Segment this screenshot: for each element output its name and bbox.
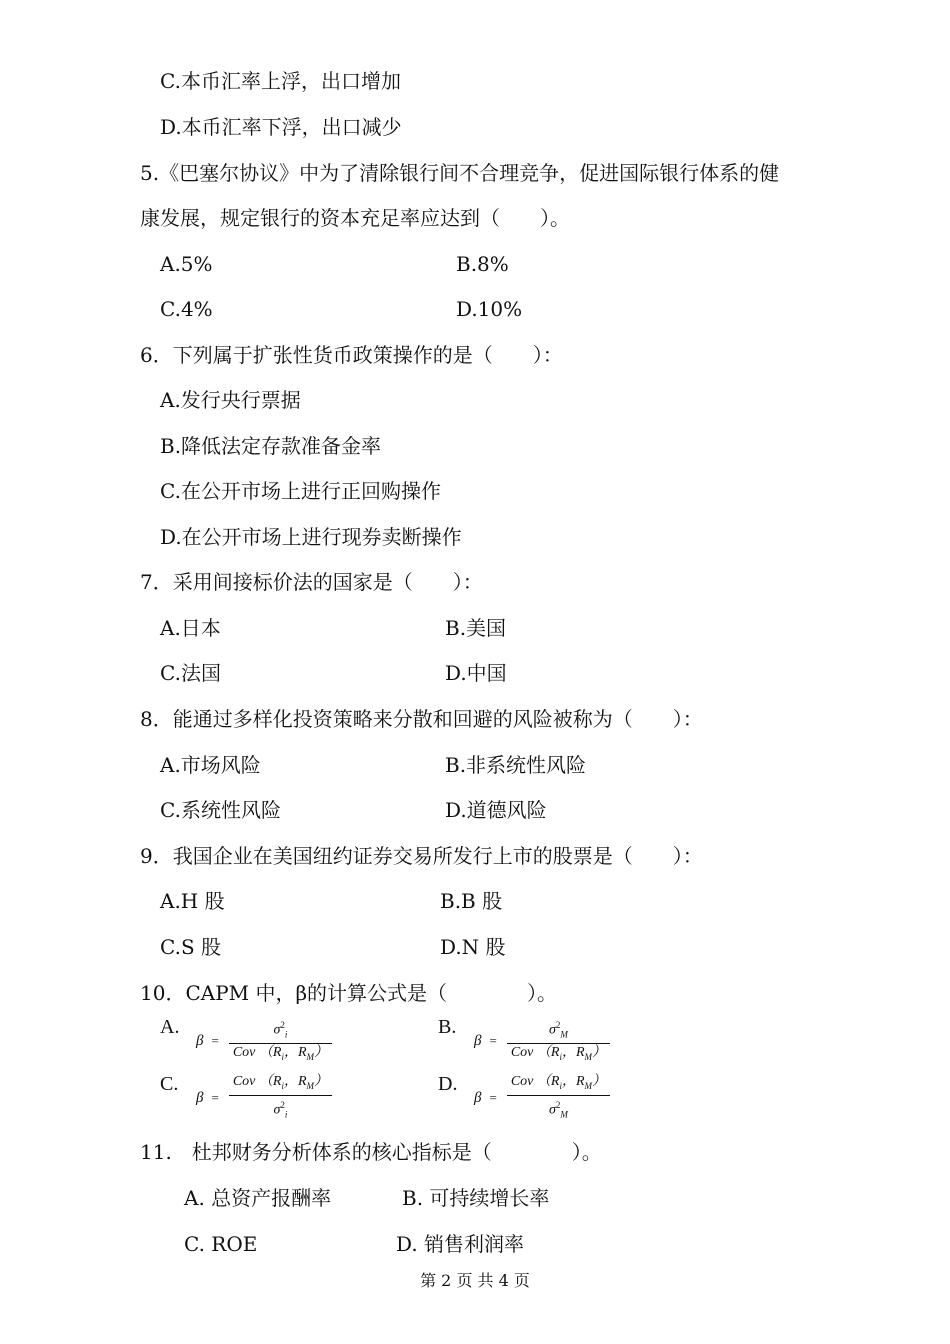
q8-option-c: C.系统性风险: [160, 798, 281, 822]
beta-symbol: β: [474, 1032, 482, 1049]
q10-label-a: A.: [160, 1016, 180, 1038]
fraction: [507, 1073, 610, 1123]
q9-option-b: B.B 股: [440, 889, 503, 913]
q8-option-a: A.市场风险: [160, 753, 261, 777]
equals-sign: =: [211, 1090, 219, 1106]
q8-stem: 8．能通过多样化投资策略来分散和回避的风险被称为（ ）：: [140, 707, 703, 731]
numerator: $\sigma^2_i$: [273, 1020, 288, 1040]
denominator: Cov （$R_i$，$R_M$）: [510, 1045, 607, 1063]
q5-stem-line1: 5.《巴塞尔协议》中为了清除银行间不合理竞争，促进国际银行体系的健: [140, 161, 780, 185]
q6-option-c: C.在公开市场上进行正回购操作: [160, 479, 441, 503]
q6-option-d: D.在公开市场上进行现券卖断操作: [160, 525, 462, 549]
q6-option-a: A.发行央行票据: [160, 388, 301, 412]
q8-option-d: D.道德风险: [445, 798, 547, 822]
equals-sign: =: [211, 1033, 219, 1049]
numerator: $\sigma^2_M$: [548, 1020, 568, 1040]
q10-formula-b: [474, 1016, 610, 1066]
q5-option-b: B.8%: [456, 252, 509, 276]
fraction: [507, 1016, 610, 1066]
beta-symbol: β: [474, 1089, 482, 1106]
q7-option-c: C.法国: [160, 661, 221, 685]
q4-option-c: C.本币汇率上浮，出口增加: [160, 69, 401, 93]
q5-option-c: C.4%: [160, 297, 213, 321]
q11-stem: 11. 杜邦财务分析体系的核心指标是（ ）。: [140, 1140, 602, 1164]
page-footer: 第 2 页 共 4 页: [420, 1271, 530, 1290]
numerator: Cov （$R_i$，$R_M$）: [510, 1074, 607, 1091]
beta-symbol: β: [196, 1089, 204, 1106]
q10-label-d: D.: [438, 1073, 458, 1095]
q7-stem: 7．采用间接标价法的国家是（ ）：: [140, 570, 483, 594]
q10-label-b: B.: [438, 1016, 457, 1038]
q8-option-b: B.非系统性风险: [445, 753, 587, 777]
q5-option-d: D.10%: [456, 297, 523, 321]
q4-option-d: D.本币汇率下浮，出口减少: [160, 115, 402, 139]
q10-formula-d: [474, 1073, 610, 1123]
q9-option-c: C.S 股: [160, 935, 222, 959]
q11-option-d: D. 销售利润率: [396, 1232, 525, 1256]
equals-sign: =: [489, 1033, 497, 1049]
q10-stem: 10．CAPM 中，β的计算公式是（ ）。: [140, 981, 558, 1005]
fraction: [229, 1073, 332, 1123]
q6-stem: 6．下列属于扩张性货币政策操作的是（ ）：: [140, 343, 563, 367]
equals-sign: =: [489, 1090, 497, 1106]
q10-formula-c: [196, 1073, 332, 1123]
q7-option-a: A.日本: [160, 616, 221, 640]
q9-option-a: A.H 股: [160, 889, 225, 913]
denominator: $\sigma^2_M$: [548, 1099, 568, 1120]
q5-stem-line2: 康发展，规定银行的资本充足率应达到（ ）。: [140, 206, 570, 230]
q5-option-a: A.5%: [160, 252, 213, 276]
q7-option-b: B.美国: [445, 616, 507, 640]
q11-option-a: A. 总资产报酬率: [184, 1186, 332, 1210]
q11-option-b: B. 可持续增长率: [402, 1186, 550, 1210]
q9-stem: 9．我国企业在美国纽约证券交易所发行上市的股票是（ ）：: [140, 844, 703, 868]
numerator: Cov （$R_i$，$R_M$）: [232, 1074, 329, 1091]
q10-label-c: C.: [160, 1073, 179, 1095]
q6-option-b: B.降低法定存款准备金率: [160, 434, 382, 458]
denominator: Cov （$R_i$，$R_M$）: [232, 1045, 329, 1063]
beta-symbol: β: [196, 1032, 204, 1049]
q9-option-d: D.N 股: [440, 935, 506, 959]
q10-formula-a: [196, 1016, 332, 1066]
denominator: $\sigma^2_i$: [273, 1099, 288, 1120]
q11-option-c: C. ROE: [184, 1232, 258, 1256]
q7-option-d: D.中国: [445, 661, 507, 685]
fraction: [229, 1016, 332, 1066]
